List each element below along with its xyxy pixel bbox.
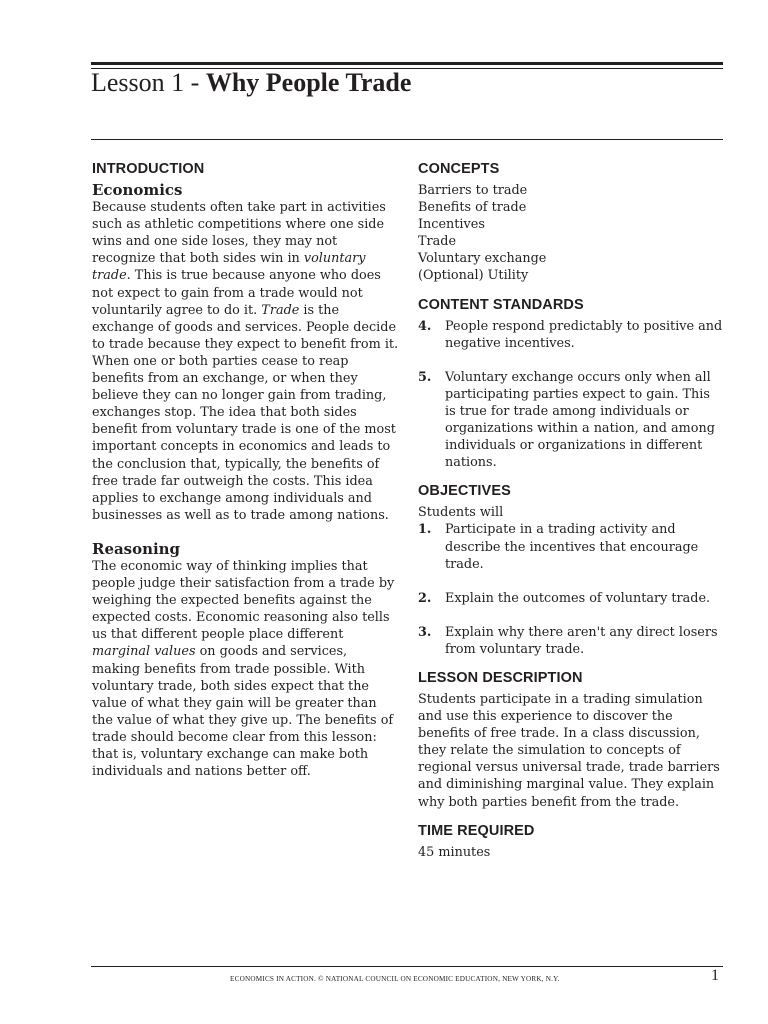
content-standards-heading: CONTENT STANDARDS (418, 296, 584, 313)
lesson-title (91, 68, 411, 98)
objective-text: Explain why there aren't any direct losers from voluntary trade. (445, 624, 718, 657)
objective-number: 3. (418, 624, 432, 640)
concepts-heading: CONCEPTS (418, 161, 500, 177)
footer-rule (91, 966, 723, 967)
lesson-description-text: Students participate in a trading simulation and use this experience to discover the benefits of free trade. In a class discussion, they relate the simulation to concepts of regional versus universal trade, trade barriers and diminishing marginal value. They explain why both parties benefit from the trade. (418, 691, 720, 810)
concept-item: Barriers to trade (418, 183, 528, 198)
standard-item (418, 369, 723, 472)
concept-item: Trade (418, 234, 457, 250)
concept-item: (Optional) Utility (418, 268, 529, 284)
top-rule-thick (91, 62, 723, 65)
economics-italic-trade: Trade (261, 302, 300, 318)
standard-text: Voluntary exchange occurs only when all participating parties expect to gain. This is true for trade among individuals or organizations within a nation, and among individuals or organizations in different nations. (445, 369, 715, 471)
lesson-description-heading: LESSON DESCRIPTION (418, 669, 583, 686)
time-required-heading: TIME REQUIRED (418, 822, 535, 839)
footer-credit: ECONOMICS IN ACTION. © NATIONAL COUNCIL ON ECONOMIC EDUCATION, NEW YORK, N.Y. (230, 975, 560, 983)
objective-item (418, 521, 723, 572)
objective-item (418, 624, 723, 658)
concept-item: Voluntary exchange (418, 251, 547, 267)
concept-item: Incentives (418, 217, 485, 233)
objectives-intro: Students will (418, 505, 504, 521)
objective-text: Explain the outcomes of voluntary trade. (445, 590, 711, 606)
objective-item (418, 590, 723, 607)
reasoning-text-2: on goods and services, making benefits from trade possible. With voluntary trade, both sides expect that the value of what they gain will be greater than the value of what they give up. The benefits of trade should become clear from this lesson: that is, voluntary exchange can make both individuals and nations better off. (92, 644, 394, 780)
objective-number: 2. (418, 590, 432, 606)
page-number: 1 (711, 967, 719, 984)
economics-text-1: Because students often take part in activities such as athletic competitions where one side wins and one side loses, they may not recognize that both sides win in (92, 200, 386, 267)
economics-text-3: is the exchange of goods and services. People decide to trade because they expect to benefit from it. When one or both parties cease to reap benefits from an exchange, or when they believe they can no longer gain from trading, exchanges stop. The idea that both sides benefit from voluntary trade is one of the most important concepts in economics and leads to the conclusion that, typically, the benefits of free trade far outweigh the costs. This idea applies to exchange among individuals and businesses as well as to trade among nations. (92, 302, 399, 523)
lesson-title-prefix: Lesson 1 - (91, 68, 206, 97)
concepts-list (418, 182, 723, 285)
lesson-title-main: Why People Trade (205, 68, 412, 97)
time-required-value: 45 minutes (418, 844, 491, 860)
standard-number: 4. (418, 318, 432, 334)
reasoning-italic-marginal-values: marginal values (92, 644, 196, 660)
reasoning-subheading: Reasoning (92, 539, 180, 558)
economics-italic-voluntary-trade: voluntary trade (92, 251, 366, 284)
left-column (92, 160, 398, 780)
standard-item (418, 318, 723, 352)
introduction-heading: INTRODUCTION (92, 161, 205, 177)
objective-number: 1. (418, 522, 432, 538)
reasoning-text-1: The economic way of thinking implies that people judge their satisfaction from a trade by weighing the expected benefits against the expected costs. Economic reasoning also tells us that different people place different (92, 558, 395, 643)
standard-number: 5. (418, 369, 432, 385)
title-rule (91, 139, 723, 140)
economics-subheading: Economics (92, 181, 183, 199)
right-column (418, 160, 723, 861)
objective-text: Participate in a trading activity and describe the incentives that encourage trade. (445, 522, 699, 572)
reasoning-paragraph (92, 558, 398, 780)
objectives-heading: OBJECTIVES (418, 483, 511, 500)
economics-paragraph (92, 199, 404, 524)
concept-item: Benefits of trade (418, 200, 527, 216)
economics-text-2: . This is true because anyone who does not expect to gain from a trade would not voluntarily agree to do it. (92, 268, 381, 318)
standard-text: People respond predictably to positive and negative incentives. (445, 318, 723, 351)
